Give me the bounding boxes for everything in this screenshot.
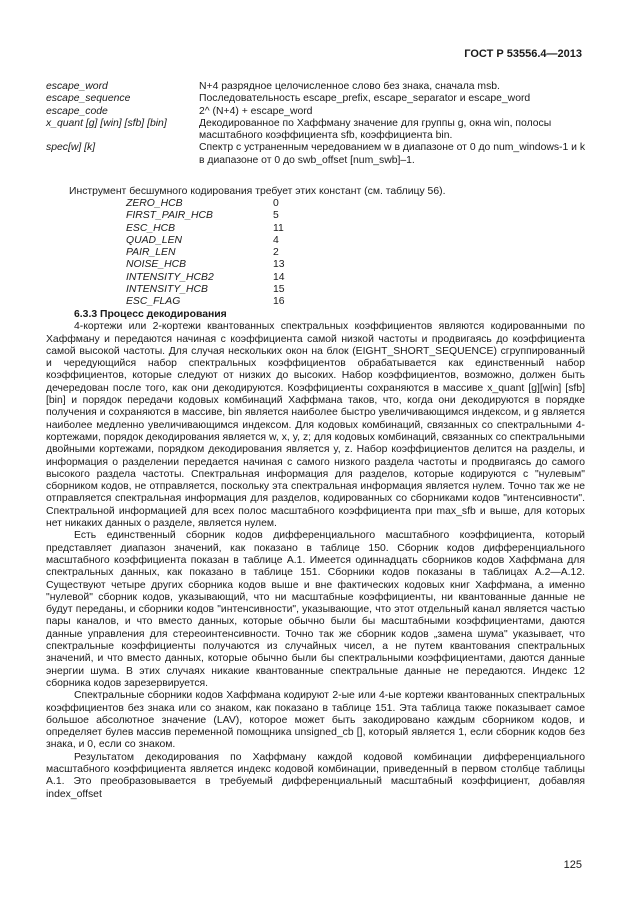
definition-row [46,142,586,167]
constant-name: QUAD_LEN [126,234,183,246]
constant-name: NOISE_HCB [126,259,187,271]
constants-intro: Инструмент бесшумного кодирования требует этих констант (см. таблицу 56). [69,186,446,197]
constant-value: 14 [273,271,285,283]
definition-row [46,81,586,93]
paragraph: Спектральные сборники кодов Хаффмана кодируют 2-ые или 4-ые кортежи квантованных спектральных коэффициентов без знака или со знаком, как показано в таблице 151. Эта таблица также показывает самое большое абсолютное значение (LAV), которое может быть закодировано каждым сборником кодов, и определяет булев массив переменной помощника unsigned_cb [], который является 1, если сборник кодов без знака, и 0, если со знаком. [46,690,585,751]
definition-term: x_quant [g] [win] [sfb] [bin] [46,117,167,129]
constant-value: 4 [273,234,279,246]
constants-list [126,198,285,309]
constant-value: 0 [273,198,279,209]
definition-term: escape_code [46,105,108,117]
constant-value: 11 [273,222,284,234]
constant-name: INTENSITY_HCB [126,284,208,296]
definition-desc: Спектр с устраненным чередованием w в диапазоне от 0 до num_windows-1 и k в диапазоне от 0 до swb_offset [num_swb]–1. [199,142,586,166]
constant-value: 16 [273,296,285,308]
constant-row [126,259,285,271]
paragraph: Есть единственный сборник кодов дифференциального масштабного коэффициента, который представляет диапазон значений, как показано в таблице 150. Сборник кодов дифференциального масштабного коэффициента показан в таблице А.1. Имеется одиннадцать сборников кодов Хаффмана для спектральных данных, как показано в таблице 151. Сборники кодов показаны в таблицах А.2—А.12. Существуют четыре других сборника кодов выше и вне фактических кодовых книг Хаффмана, а именно "нулевой" сборник кодов, указывающий, что ни масштабные коэффициенты, ни квантованные данные не будут переданы, и сборники кодов "интенсивности", указывающие, что этот отдельный канал является частью пары каналов, и что вместо данных, которые обычно были бы масштабными коэффициентами, даются данные управления для стереоинтенсивности. Точно так же сборник кодов „замена шума" указывает, что спектральные коэффициенты получаются из случайных чисел, а не путем квантования спектральных значений, и что вместо данных, которые обычно были бы спектральными коэффициентами, даются данные энергии шума. В этих случаях никакие квантованные спектральные данные не передаются. Индекс 12 сборника кодов зарезервируется. [46,530,585,689]
definition-row [46,106,586,118]
definition-list [46,81,586,167]
definition-term: escape_sequence [46,93,131,105]
page-number: 125 [563,859,582,871]
constant-value: 5 [273,210,279,222]
constant-name: ESC_FLAG [126,296,181,308]
standard-header: ГОСТ Р 53556.4—2013 [464,48,582,60]
definition-term: spec[w] [k] [46,142,96,154]
constant-name: PAIR_LEN [126,247,176,259]
constant-name: INTENSITY_HCB2 [126,271,214,283]
constant-name: FIRST_PAIR_HCB [126,210,213,222]
definition-desc: 2^ (N+4) + escape_word [199,105,313,117]
body-text [46,309,585,801]
constant-name: ESC_HCB [126,222,176,234]
constant-value: 15 [273,284,285,296]
constant-row [126,198,285,210]
definition-row [46,93,586,105]
constant-row [126,223,285,235]
constant-name: ZERO_HCB [126,198,183,209]
constant-row [126,272,285,284]
constant-row [126,210,285,222]
section-heading: 6.3.3 Процесс декодирования [74,309,227,320]
paragraph: Результатом декодирования по Хаффману каждой кодовой комбинации дифференциального масштабного коэффициента является индекс кодовой комбинации, приведенный в первом столбце таблицы А.1. Это преобразовывается в требуемый дифференциальный масштабный коэффициент, добавляя index_offset [46,751,585,800]
constant-row [126,296,285,308]
constant-row [126,284,285,296]
definition-desc: Последовательность escape_prefix, escape_separator и escape_word [199,93,531,105]
definition-row [46,118,586,143]
paragraph: 4-кортежи или 2-кортежи квантованных спектральных коэффициентов являются кодированными по Хаффману и передаются начиная с коэффициента самой низкой частоты и продвигаясь до коэффициента самой высокой частоты. Для случая нескольких окон на блок (EIGHT_SHORT_SEQUENCE) сгруппированный и чередующийся набор спектральных коэффициентов обрабатывается как единственный набор коэффициентов, которые следуют от низких до высоких. Набор коэффициентов, возможно, должен быть дечередован после того, как они декодируются. Коэффициенты сохраняются в массиве x_quant [g][win] [sfb] [bin] и порядок передачи кодовых комбинаций Хаффмана таков, что, когда они декодируются в порядке получения и сохраняются в массиве, bin является наиболее быстро увеличивающимся индексом, и g является наиболее медленно увеличивающимся индексом. Для кодовых комбинаций, связанных со спектральными 4-кортежами, порядок декодирования является w, x, y, z; для кодовых комбинаций, связанных со спектральными двойными кортежами, порядком декодирования является y, z. Набор коэффициентов делится на разделы, и информация о разделении передается начиная с самого низкого раздела частоты и продвигаясь до самого высокого раздела частоты. Спектральная информация для разделов, которые кодируются с "нулевым" сборником кодов, не отправляется, поскольку эта спектральная информация является нулем. Точно так же не отправляется спектральная информация для разделов, кодированных со сборниками кодов "интенсивности". Спектральной информацией для всех полос масштабного коэффициента при max_sfb и выше, для которых нет никаких данных о разделе, является нулем. [46,321,585,530]
constant-row [126,247,285,259]
definition-desc: N+4 разрядное целочисленное слово без знака, сначала msb. [199,81,500,92]
constant-value: 2 [273,247,279,259]
definition-term: escape_word [46,81,108,92]
constant-row [126,235,285,247]
definition-desc: Декодированное по Хаффману значение для группы g, окна win, полосы масштабного коэффициента sfb, коэффициента bin. [199,117,552,142]
constant-value: 13 [273,259,285,271]
